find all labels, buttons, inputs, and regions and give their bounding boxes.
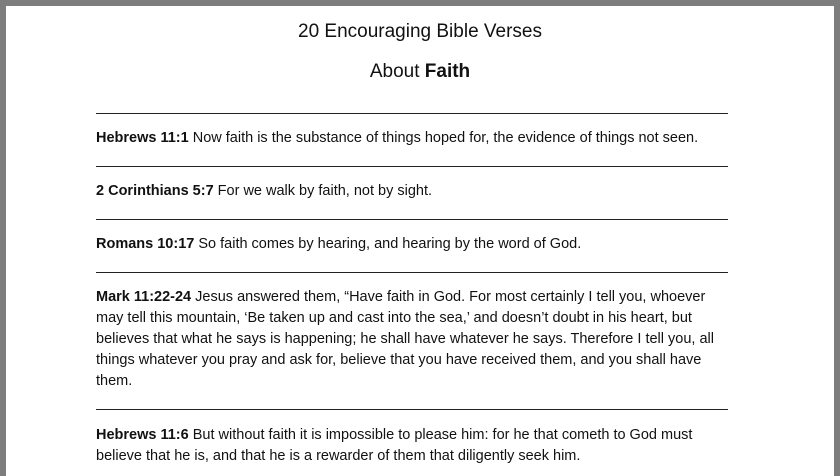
verse-reference: Hebrews 11:6: [96, 427, 189, 443]
verse-text: For we walk by faith, not by sight.: [217, 183, 433, 199]
verse-hebrews-11-1: [96, 128, 736, 149]
verse-text: So faith comes by hearing, and hearing by the word of God.: [198, 236, 582, 252]
document-subtitle: [6, 61, 834, 83]
verse-hebrews-11-6: [96, 425, 736, 467]
verse-reference: 2 Corinthians 5:7: [96, 183, 214, 199]
divider-line: [96, 272, 728, 273]
verse-reference: Mark 11:22-24: [96, 289, 192, 305]
verse-text: But without faith it is impossible to please him: for he that cometh to God must believe that he is, and that he is a rewarder of them that diligently seek him.: [96, 427, 693, 464]
document-title: 20 Encouraging Bible Verses: [298, 21, 542, 42]
divider-line: [96, 219, 728, 220]
subtitle-prefix: About: [369, 61, 425, 82]
divider-line: [96, 166, 728, 167]
verse-reference: Romans 10:17: [96, 236, 195, 252]
verse-reference: Hebrews 11:1: [96, 130, 189, 146]
divider-line: [96, 409, 728, 410]
divider-line: [96, 113, 728, 114]
document-page: [6, 6, 834, 476]
verse-text: Now faith is the substance of things hoped for, the evidence of things not seen.: [192, 130, 699, 146]
verse-romans-10-17: [96, 234, 736, 255]
verse-2-corinthians-5-7: [96, 181, 736, 202]
verse-text: Jesus answered them, “Have faith in God. For most certainly I tell you, whoever may tell this mountain, ‘Be taken up and cast into the sea,’ and doesn’t doubt in his heart, but believes that what he says is happening; he shall have whatever he says. Therefore I tell you, all things whatever you pray and ask for, believe that you have received them, and you shall have them.: [96, 289, 714, 389]
subtitle-topic: Faith: [424, 61, 471, 82]
verse-mark-11-22-24: [96, 287, 736, 392]
